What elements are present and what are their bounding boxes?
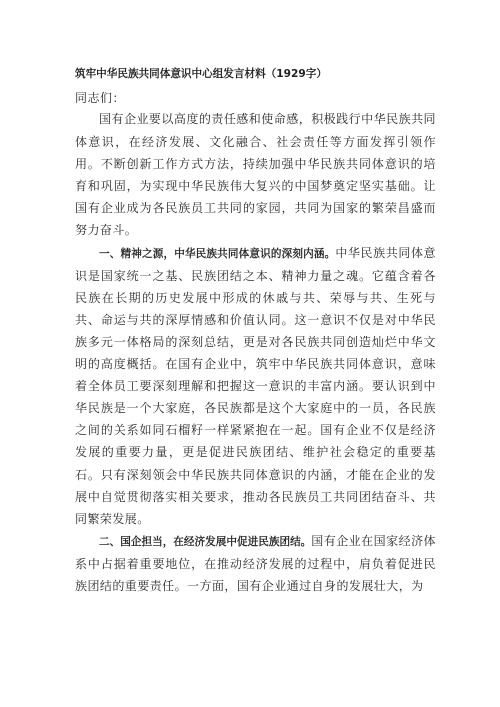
document-title: 筑牢中华民族共同体意识中心组发言材料（1929字） bbox=[75, 68, 327, 80]
document-body bbox=[75, 108, 436, 597]
paragraph-text: 国有企业在国家经济体系中占据着重要地位，在推动经济发展的过程中，肩负着促进民族团结的重要责任。一方面，国有企业通过自身的发展壮大，为 bbox=[75, 533, 436, 593]
salutation: 同志们： bbox=[75, 91, 126, 105]
paragraph-intro bbox=[75, 108, 436, 242]
paragraph-text: 中华民族共同体意识是国家统一之基、民族团结之本、精神力量之魂。它蕴含着各民族在长期的历史发展中形成的休戚与共、荣辱与共、生死与共、命运与共的深厚情感和价值认同。这一意识不仅是对中华民族多元一体格局的深刻总结，更是对各民族共同创造灿烂中华文明的高度概括。在国有企业中，筑牢中华民族共同体意识，意味着全体员工要深刻理解和把握这一意识的丰富内涵。要认识到中华民族是一个大家庭，各民族都是这个大家庭中的一员，各民族之间的关系如同石榴籽一样紧紧抱在一起。国有企业不仅是经济发展的重要力量，更是促进民族团结、维护社会稳定的重要基石。只有深刻领会中华民族共同体意识的内涵，才能在企业的发展中自觉贯彻落实相关要求，推动各民族员工共同团结奋斗、共同繁荣发展。 bbox=[75, 245, 436, 526]
paragraph-text: 国有企业要以高度的责任感和使命感，积极践行中华民族共同体意识，在经济发展、文化融合、社会责任等方面发挥引领作用。不断创新工作方式方法，持续加强中华民族共同体意识的培育和巩固，为实现中华民族伟大复兴的中国梦奠定坚实基础。让国有企业成为各民族员工共同的家园，共同为国家的繁荣昌盛而努力奋斗。 bbox=[75, 112, 436, 238]
section-1-heading: 一、精神之源，中华民族共同体意识的深刻内涵。 bbox=[99, 247, 336, 260]
section-2-heading: 二、国企担当，在经济发展中促进民族团结。 bbox=[99, 535, 312, 548]
paragraph-section-1 bbox=[75, 242, 436, 530]
paragraph-section-2 bbox=[75, 530, 436, 597]
